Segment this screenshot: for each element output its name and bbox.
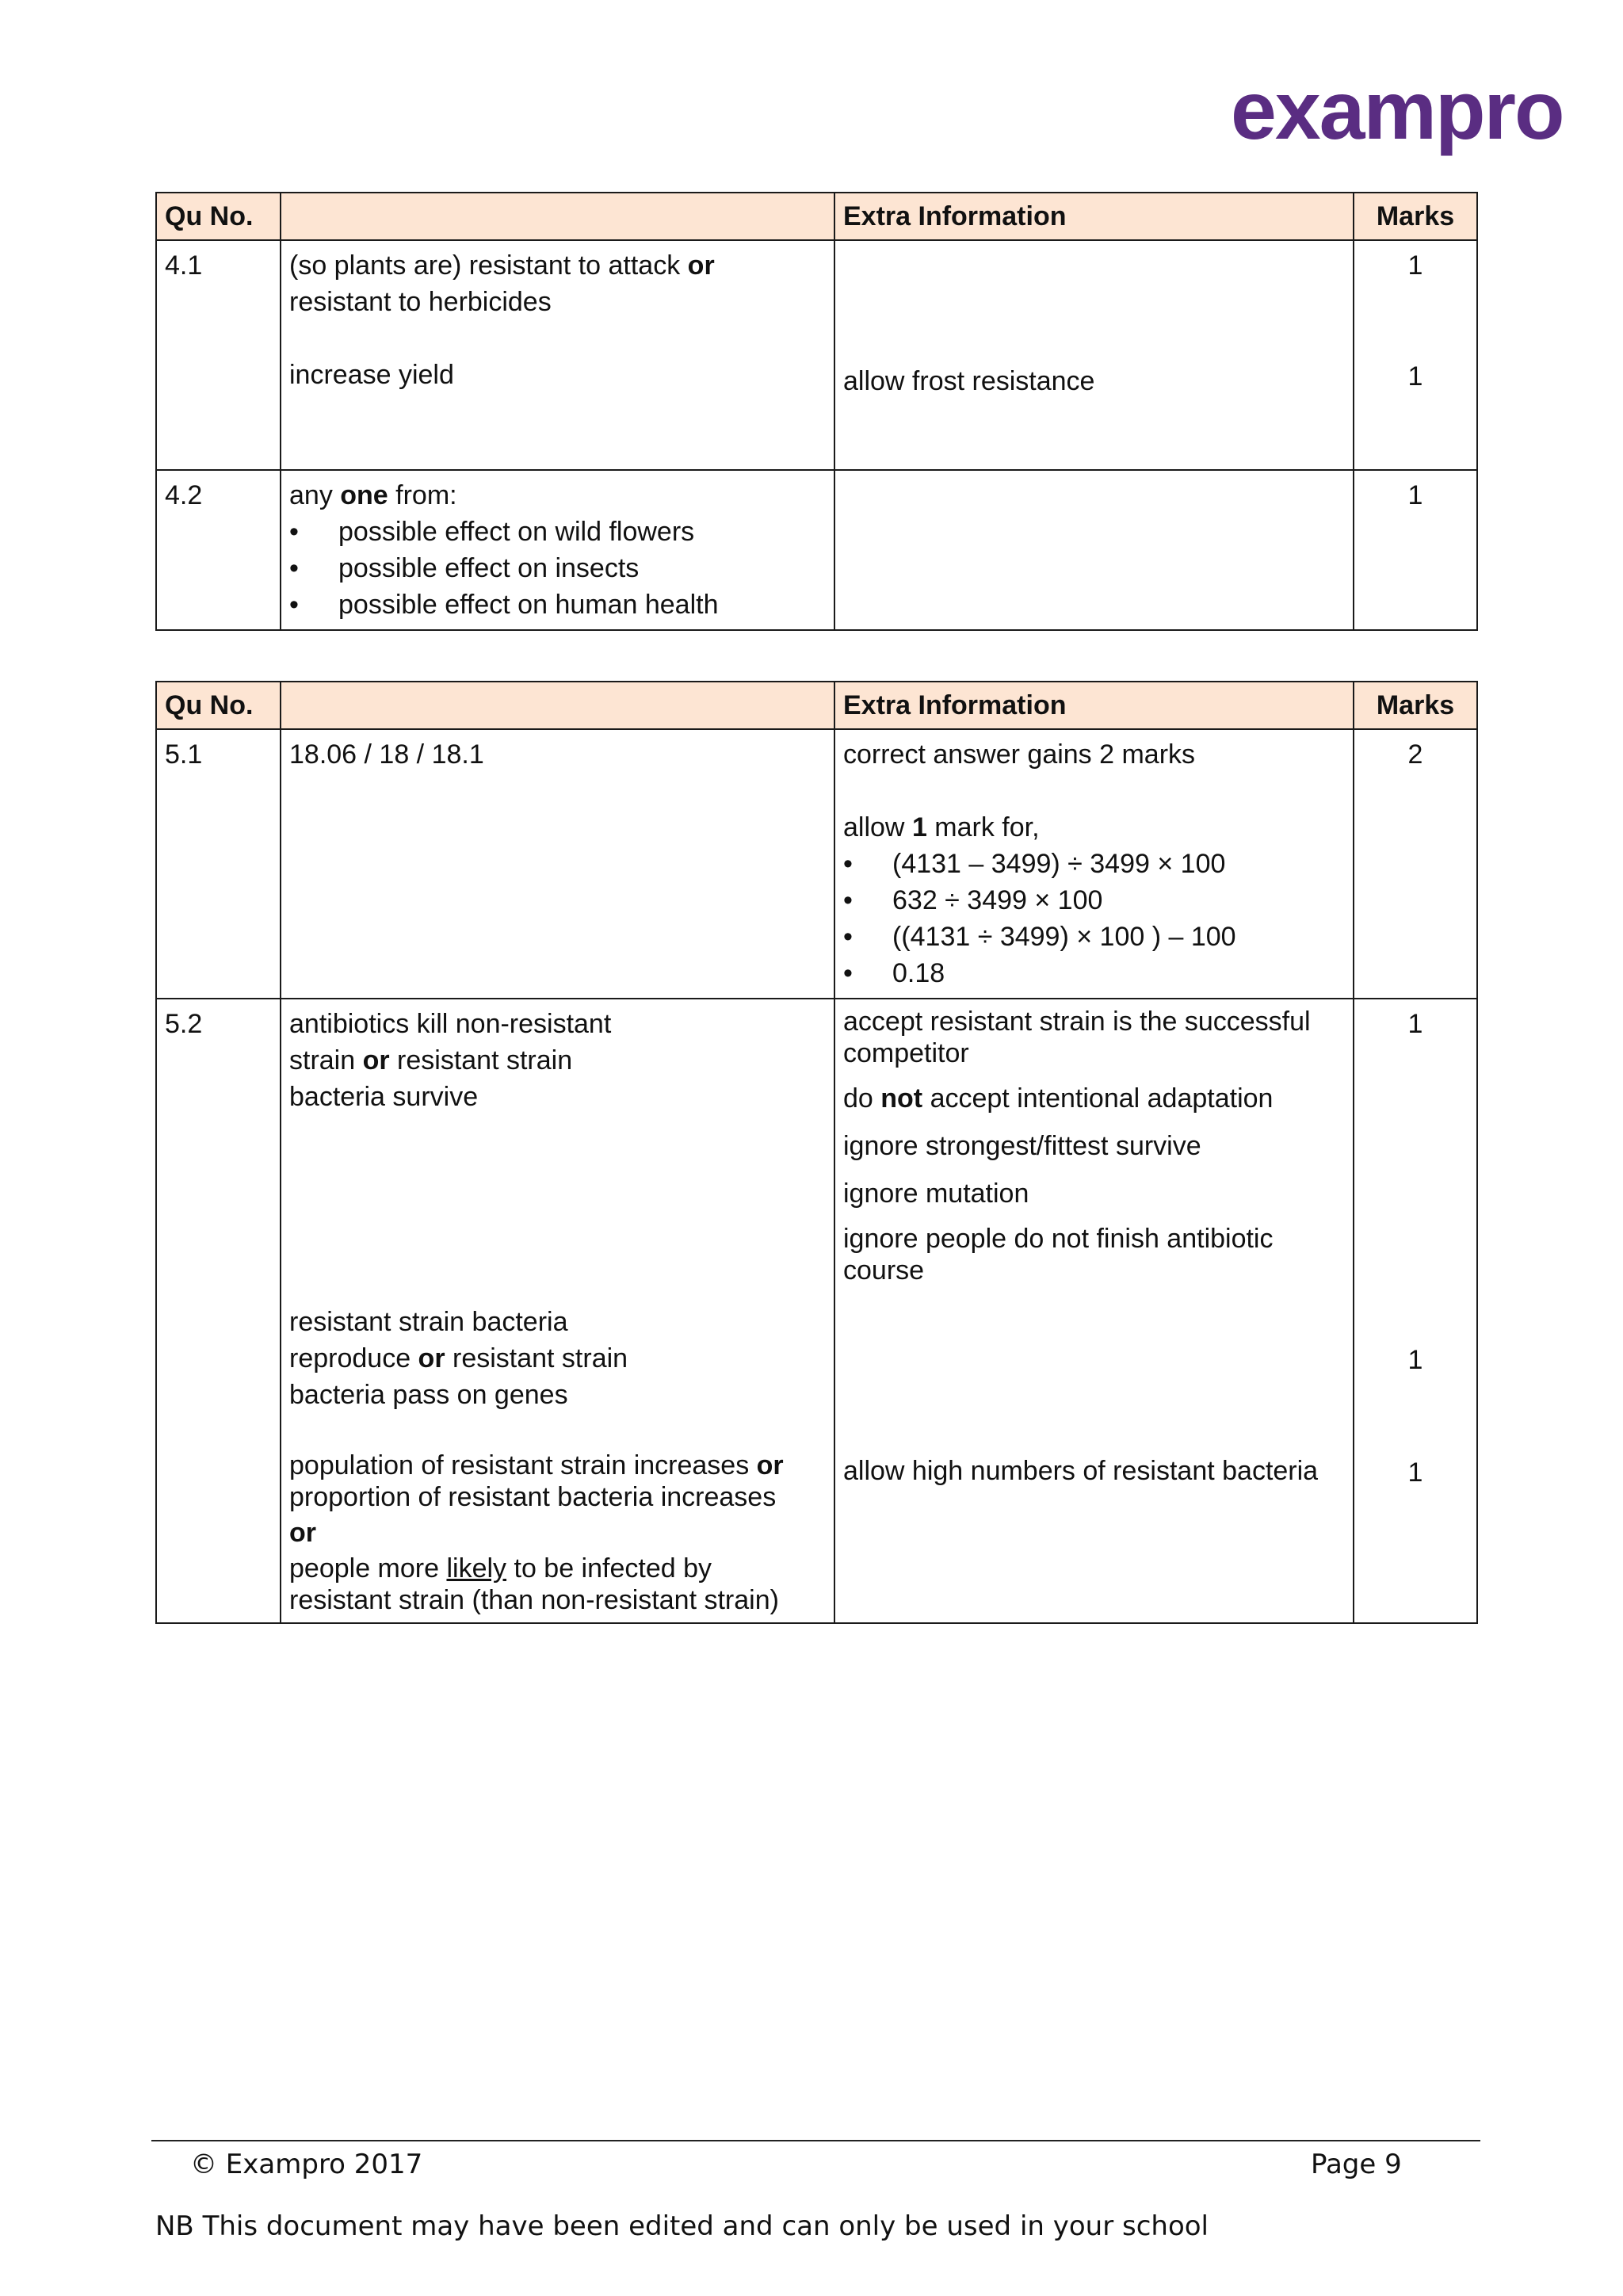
header-qu-no: Qu No. bbox=[156, 682, 281, 729]
extra-5-2-e2-bold: not bbox=[880, 1083, 923, 1114]
table-row-5-2 bbox=[156, 999, 1477, 1623]
mark-scheme-table-q4 bbox=[155, 192, 1478, 631]
extra-5-2-e5-line2: course bbox=[843, 1255, 925, 1286]
answer-4-1-a-pre: (so plants are) resistant to attack bbox=[289, 250, 688, 281]
header-answer bbox=[281, 193, 834, 240]
extra-5-2-e1-line1: accept resistant strain is the successful bbox=[843, 1007, 1311, 1037]
extra-5-2-e6: allow high numbers of resistant bacteria bbox=[843, 1456, 1319, 1486]
extra-5-2-e5-line1: ignore people do not finish antibiotic bbox=[843, 1224, 1274, 1254]
list-item: • 632 ÷ 3499 × 100 bbox=[843, 882, 1345, 919]
list-item: • possible effect on insects bbox=[289, 550, 826, 586]
answer-4-2-intro-pre: any bbox=[289, 480, 341, 510]
qu-no-5-1: 5.1 bbox=[156, 729, 281, 999]
marks-4-1 bbox=[1354, 240, 1477, 470]
mark-5-1: 2 bbox=[1354, 729, 1477, 999]
mark-4-2: 1 bbox=[1354, 470, 1477, 630]
table-header-row bbox=[156, 682, 1477, 729]
answer-5-2-a3-line4-underlined: likely bbox=[446, 1553, 507, 1584]
answer-5-2-a3-line4-post: to be infected by bbox=[506, 1553, 712, 1584]
header-extra-information: Extra Information bbox=[834, 682, 1354, 729]
answer-5-2-a1-line3: bacteria survive bbox=[289, 1082, 479, 1112]
qu-no-4-1: 4.1 bbox=[156, 240, 281, 470]
answer-5-2-a1-line1: antibiotics kill non-resistant bbox=[289, 1009, 612, 1039]
extra-4-2 bbox=[834, 470, 1354, 630]
answer-5-2-a2-line2-pre: reproduce bbox=[289, 1343, 418, 1373]
answer-5-2-a3-line4-pre: people more bbox=[289, 1553, 447, 1584]
answer-5-2-a1-line2-post: resistant strain bbox=[389, 1045, 573, 1075]
extra-5-1-allow-bold: 1 bbox=[911, 812, 927, 842]
extra-5-2-e4: ignore mutation bbox=[843, 1179, 1029, 1209]
table-header-row bbox=[156, 193, 1477, 240]
table-row-4-1 bbox=[156, 240, 1477, 470]
mark-4-1-b: 1 bbox=[1407, 361, 1423, 392]
header-marks: Marks bbox=[1354, 193, 1477, 240]
answer-5-2 bbox=[281, 999, 834, 1623]
answer-4-2-intro-bold: one bbox=[340, 480, 388, 510]
header-extra-information: Extra Information bbox=[834, 193, 1354, 240]
answer-5-2-a3-line1-or: or bbox=[756, 1450, 784, 1480]
answer-4-2 bbox=[281, 470, 834, 630]
extra-5-1-correct: correct answer gains 2 marks bbox=[843, 739, 1196, 770]
list-item: • possible effect on human health bbox=[289, 586, 826, 623]
extra-4-1-b: allow frost resistance bbox=[843, 366, 1095, 396]
qu-no-4-2: 4.2 bbox=[156, 470, 281, 630]
answer-5-2-a2-line3: bacteria pass on genes bbox=[289, 1380, 568, 1410]
footer-page-number: Page 9 bbox=[1311, 2149, 1402, 2180]
answer-5-2-a3-line5: resistant strain (than non-resistant strain) bbox=[289, 1585, 779, 1615]
extra-5-1-allow-pre: allow bbox=[843, 812, 912, 842]
extra-5-1-allow-post: mark for, bbox=[926, 812, 1040, 842]
answer-5-2-a3-line1-pre: population of resistant strain increases bbox=[289, 1450, 757, 1480]
extra-5-2 bbox=[834, 999, 1354, 1623]
marks-5-2 bbox=[1354, 999, 1477, 1623]
mark-5-2-b: 1 bbox=[1407, 1345, 1423, 1375]
list-item: • possible effect on wild flowers bbox=[289, 514, 826, 550]
extra-5-2-e2-pre: do bbox=[843, 1083, 881, 1114]
header-answer bbox=[281, 682, 834, 729]
answer-5-2-a1-line2-pre: strain bbox=[289, 1045, 363, 1075]
header-qu-no: Qu No. bbox=[156, 193, 281, 240]
extra-5-2-e2-post: accept intentional adaptation bbox=[922, 1083, 1274, 1114]
answer-5-2-a2-line2-post: resistant strain bbox=[445, 1343, 628, 1373]
answer-5-2-a3-line2: proportion of resistant bacteria increases bbox=[289, 1482, 777, 1512]
answer-5-2-a1-line2-or: or bbox=[362, 1045, 390, 1075]
answer-5-2-a2-line2-or: or bbox=[418, 1343, 445, 1373]
mark-5-2-c: 1 bbox=[1407, 1457, 1423, 1488]
footer-copyright: © Exampro 2017 bbox=[190, 2149, 423, 2180]
answer-4-1-a-post: resistant to herbicides bbox=[289, 287, 552, 317]
table-row-4-2 bbox=[156, 470, 1477, 630]
answer-4-1-b: increase yield bbox=[289, 360, 454, 390]
extra-5-1 bbox=[834, 729, 1354, 999]
answer-4-1-a-or: or bbox=[687, 250, 715, 281]
logo-text: exampro bbox=[1231, 65, 1564, 157]
mark-4-1-a: 1 bbox=[1407, 250, 1423, 281]
extra-4-1 bbox=[834, 240, 1354, 470]
list-item: • ((4131 ÷ 3499) × 100 ) – 100 bbox=[843, 919, 1345, 955]
footer-divider bbox=[151, 2140, 1480, 2141]
footer-note: NB This document may have been edited and can only be used in your school bbox=[155, 2210, 1209, 2242]
answer-5-2-a2-line1: resistant strain bacteria bbox=[289, 1307, 568, 1337]
list-item: • 0.18 bbox=[843, 955, 1345, 991]
list-item: • (4131 – 3499) ÷ 3499 × 100 bbox=[843, 846, 1345, 882]
exampro-logo bbox=[1231, 63, 1564, 159]
answer-4-1 bbox=[281, 240, 834, 470]
answer-5-2-a3-line3-or: or bbox=[289, 1518, 316, 1548]
extra-5-2-e1-line2: competitor bbox=[843, 1038, 969, 1068]
mark-scheme-table-q5 bbox=[155, 681, 1478, 1624]
table-row-5-1 bbox=[156, 729, 1477, 999]
answer-5-1: 18.06 / 18 / 18.1 bbox=[281, 729, 834, 999]
mark-5-2-a: 1 bbox=[1407, 1009, 1423, 1039]
extra-5-2-e3: ignore strongest/fittest survive bbox=[843, 1131, 1201, 1161]
header-marks: Marks bbox=[1354, 682, 1477, 729]
answer-4-2-intro-post: from: bbox=[388, 480, 457, 510]
qu-no-5-2: 5.2 bbox=[156, 999, 281, 1623]
